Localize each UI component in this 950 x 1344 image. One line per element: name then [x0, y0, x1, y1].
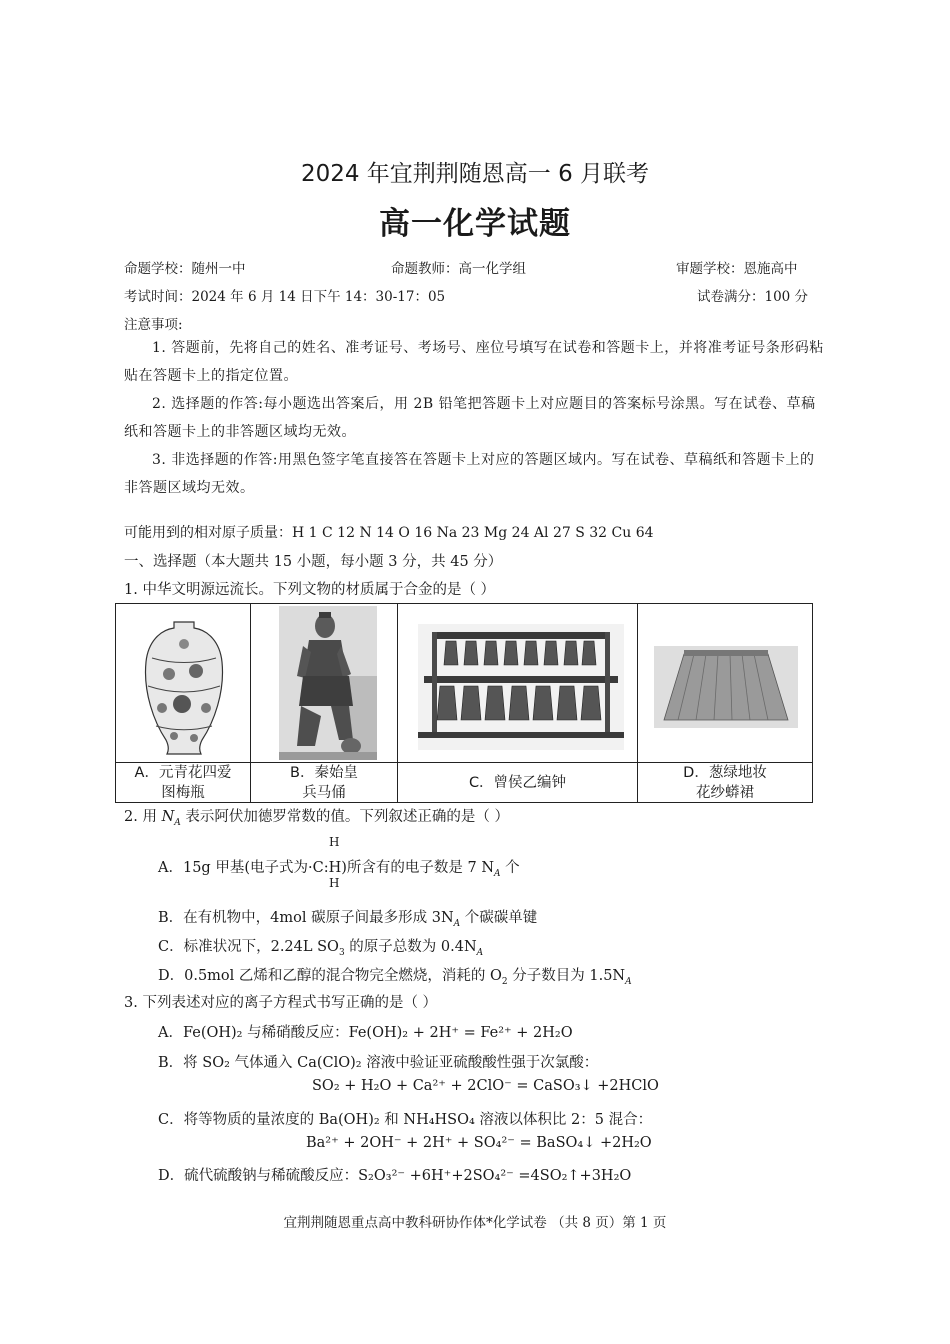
- q3-option-b[interactable]: B．将 SO₂ 气体通入 Ca(ClO)₂ 溶液中验证亚硫酸酸性强于次氯酸：: [158, 1055, 599, 1071]
- q1-option-c-caption: C．曾侯乙编钟: [398, 762, 637, 803]
- page-footer: 宜荆荆随恩重点高中教科研协作体*化学试卷 （共 8 页）第 1 页: [283, 1215, 667, 1231]
- methyl-electron-formula: ·C:H: [307, 860, 342, 876]
- silk-skirt-image: [638, 604, 812, 762]
- q2-stem: 2. 用 $N_A$ 表示阿伏加德罗常数的值。下列叙述正确的是（ ）: [124, 809, 509, 828]
- meta-exam-time: 考试时间：2024 年 6 月 14 日下午 14：30-17：05: [124, 289, 446, 305]
- q1-options-table: [115, 603, 813, 803]
- atomic-mass-line: 可能用到的相对原子质量：H 1 C 12 N 14 O 16 Na 23 Mg 24 Al 27 S 32 Cu 64: [124, 525, 654, 541]
- q1-option-b-caption: B．秦始皇 兵马俑: [251, 762, 397, 803]
- q1-stem: 1. 中华文明源远流长。下列文物的材质属于合金的是（ ）: [124, 582, 496, 598]
- q1-option-a-caption: A．元青花四爱 图梅瓶: [116, 762, 250, 803]
- q3-stem: 3. 下列表述对应的离子方程式书写正确的是（ ）: [124, 995, 438, 1011]
- q3-option-c[interactable]: C．将等物质的量浓度的 Ba(OH)₂ 和 NH₄HSO₄ 溶液以体积比 2：5 混合：: [158, 1112, 653, 1128]
- q1-option-d[interactable]: [638, 604, 812, 802]
- q2-option-a[interactable]: A．15g 甲基(电子式为·C:H)所含有的电子数是 7 $N_A$ 个: [158, 860, 520, 879]
- q3-option-c-equation: Ba²⁺ + 2OH⁻ + 2H⁺ + SO₄²⁻ = BaSO₄↓ +2H₂O: [306, 1135, 652, 1151]
- meta-review-school: 审题学校：恩施高中: [676, 261, 798, 277]
- meta-full-score: 试卷满分：100 分: [697, 289, 809, 305]
- exam-title: 2024 年宜荆荆随恩高一 6 月联考: [300, 161, 650, 187]
- q1-option-b[interactable]: [251, 604, 398, 802]
- q2-electron-formula-top: H: [329, 835, 340, 849]
- meta-teacher: 命题教师：高一化学组: [391, 261, 526, 277]
- meta-school: 命题学校：随州一中: [124, 261, 246, 277]
- q2-electron-formula-bottom: H: [329, 876, 340, 890]
- subject-title: 高一化学试题: [379, 206, 571, 242]
- bronze-bells-image: [398, 604, 637, 762]
- notice-item-3: 3. 非选择题的作答:用黑色签字笔直接答在答题卡上对应的答题区域内。写在试卷、草稿纸和答题卡上的非答题区域均无效。: [124, 452, 815, 496]
- vase-image: [116, 604, 250, 762]
- notice-item-2: 2. 选择题的作答:每小题选出答案后，用 2B 铅笔把答题卡上对应题目的答案标号涂黑。写在试卷、草稿纸和答题卡上的非答题区域均无效。: [124, 396, 816, 440]
- notice-heading: 注意事项:: [124, 317, 183, 333]
- q3-option-d[interactable]: D．硫代硫酸钠与稀硫酸反应：S₂O₃²⁻ +6H⁺+2SO₄²⁻ =4SO₂↑+3H₂O: [158, 1168, 632, 1184]
- q2-option-b[interactable]: B．在有机物中，4mol 碳原子间最多形成 $3N_A$ 个碳碳单键: [158, 910, 538, 929]
- q1-option-d-caption: D．葱绿地妆 花纱蟒裙: [638, 762, 812, 803]
- q3-option-a[interactable]: A．Fe(OH)₂ 与稀硝酸反应：Fe(OH)₂ + 2H⁺ = Fe²⁺ + 2H₂O: [158, 1025, 573, 1041]
- section-heading: 一、选择题（本大题共 15 小题，每小题 3 分，共 45 分）: [124, 554, 503, 570]
- q3-option-b-equation: SO₂ + H₂O + Ca²⁺ + 2ClO⁻ = CaSO₃↓ +2HClO: [312, 1078, 659, 1094]
- q1-option-a[interactable]: [116, 604, 251, 802]
- q1-option-c[interactable]: [398, 604, 638, 802]
- terracotta-warrior-image: [251, 604, 397, 762]
- q2-option-d[interactable]: D．0.5mol 乙烯和乙醇的混合物完全燃烧，消耗的 $O_2$ 分子数目为 $1.5N_A$: [158, 968, 632, 987]
- notice-item-1: 1. 答题前，先将自己的姓名、准考证号、考场号、座位号填写在试卷和答题卡上，并将准考证号条形码粘贴在答题卡上的指定位置。: [124, 340, 824, 384]
- q2-option-c[interactable]: C．标准状况下，2.24L $SO_3$ 的原子总数为 $0.4N_A$: [158, 939, 484, 958]
